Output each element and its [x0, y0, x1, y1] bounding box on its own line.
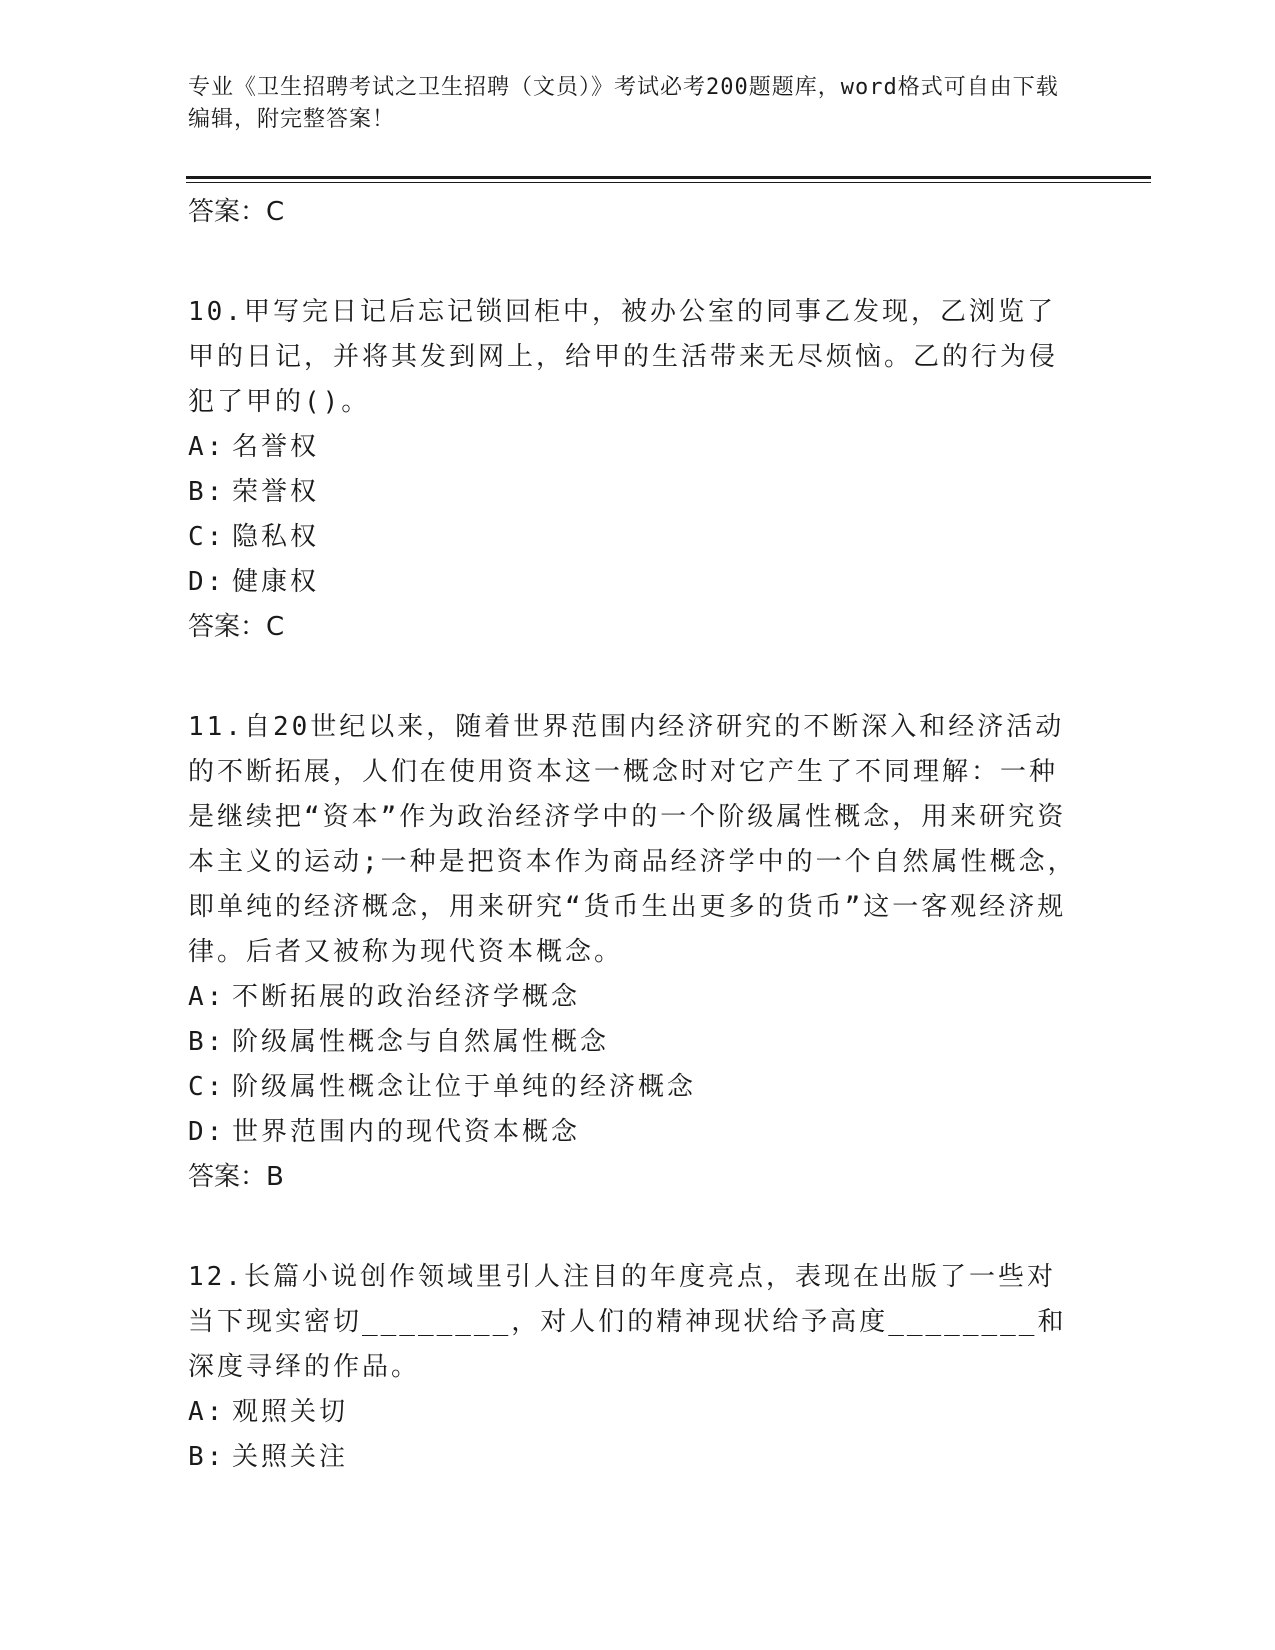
option-text: 荣誉权: [232, 477, 320, 507]
option-key: B:: [188, 477, 226, 507]
question-answer: 答案：B: [188, 1162, 284, 1192]
question-content: [188, 186, 1078, 1480]
option-b: [188, 470, 1078, 515]
option-text: 关照关注: [232, 1442, 349, 1472]
question-stem: 11.自20世纪以来，随着世界范围内经济研究的不断深入和经济活动的不断拓展，人们在使用资本这一概念时对它产生了不同理解：一种是继续把“资本”作为政治经济学中的一个阶级属性概念，用来研究资本主义的运动;一种是把资本作为商品经济学中的一个自然属性概念，即单纯的经济概念，用来研究“货币生出更多的货币”这一客观经济规律。后者又被称为现代资本概念。: [188, 712, 1077, 967]
option-c: [188, 1065, 1078, 1110]
header-divider-thick: [186, 176, 1151, 179]
option-d: [188, 1110, 1078, 1155]
option-a: [188, 425, 1078, 470]
question-10: [188, 290, 1078, 649]
question-answer: 答案：C: [188, 612, 285, 642]
option-text: 名誉权: [232, 432, 320, 462]
option-text: 隐私权: [232, 522, 320, 552]
previous-answer: 答案：C: [188, 197, 285, 227]
option-text: 观照关切: [232, 1397, 349, 1427]
option-b: [188, 1435, 1078, 1480]
option-list: [188, 975, 1078, 1155]
option-text: 不断拓展的政治经济学概念: [232, 982, 581, 1012]
option-text: 阶级属性概念让位于单纯的经济概念: [232, 1072, 697, 1102]
option-text: 阶级属性概念与自然属性概念: [232, 1027, 610, 1057]
option-key: C:: [188, 522, 226, 552]
option-key: D:: [188, 567, 226, 597]
question-stem: 12.长篇小说创作领域里引人注目的年度亮点，表现在出版了一些对当下现实密切________，对人们的精神现状给予高度________和深度寻绎的作品。: [188, 1262, 1067, 1382]
option-d: [188, 560, 1078, 605]
question-stem: 10.甲写完日记后忘记锁回柜中，被办公室的同事乙发现，乙浏览了甲的日记，并将其发到网上，给甲的生活带来无尽烦恼。乙的行为侵犯了甲的()。: [188, 297, 1059, 417]
option-key: C:: [188, 1072, 226, 1102]
question-11: [188, 705, 1078, 1199]
option-c: [188, 515, 1078, 560]
question-12: [188, 1255, 1078, 1480]
option-text: 健康权: [232, 567, 320, 597]
option-key: B:: [188, 1027, 226, 1057]
option-key: A:: [188, 1397, 226, 1427]
option-a: [188, 975, 1078, 1020]
document-header: 专业《卫生招聘考试之卫生招聘（文员）》考试必考200题题库，word格式可自由下载编辑，附完整答案！: [188, 75, 1059, 132]
option-a: [188, 1390, 1078, 1435]
option-list: [188, 425, 1078, 605]
option-text: 世界范围内的现代资本概念: [232, 1117, 581, 1147]
option-key: A:: [188, 982, 226, 1012]
option-key: A:: [188, 432, 226, 462]
option-key: D:: [188, 1117, 226, 1147]
option-list: [188, 1390, 1078, 1480]
option-key: B:: [188, 1442, 226, 1472]
option-b: [188, 1020, 1078, 1065]
header-divider-thin: [186, 182, 1151, 183]
